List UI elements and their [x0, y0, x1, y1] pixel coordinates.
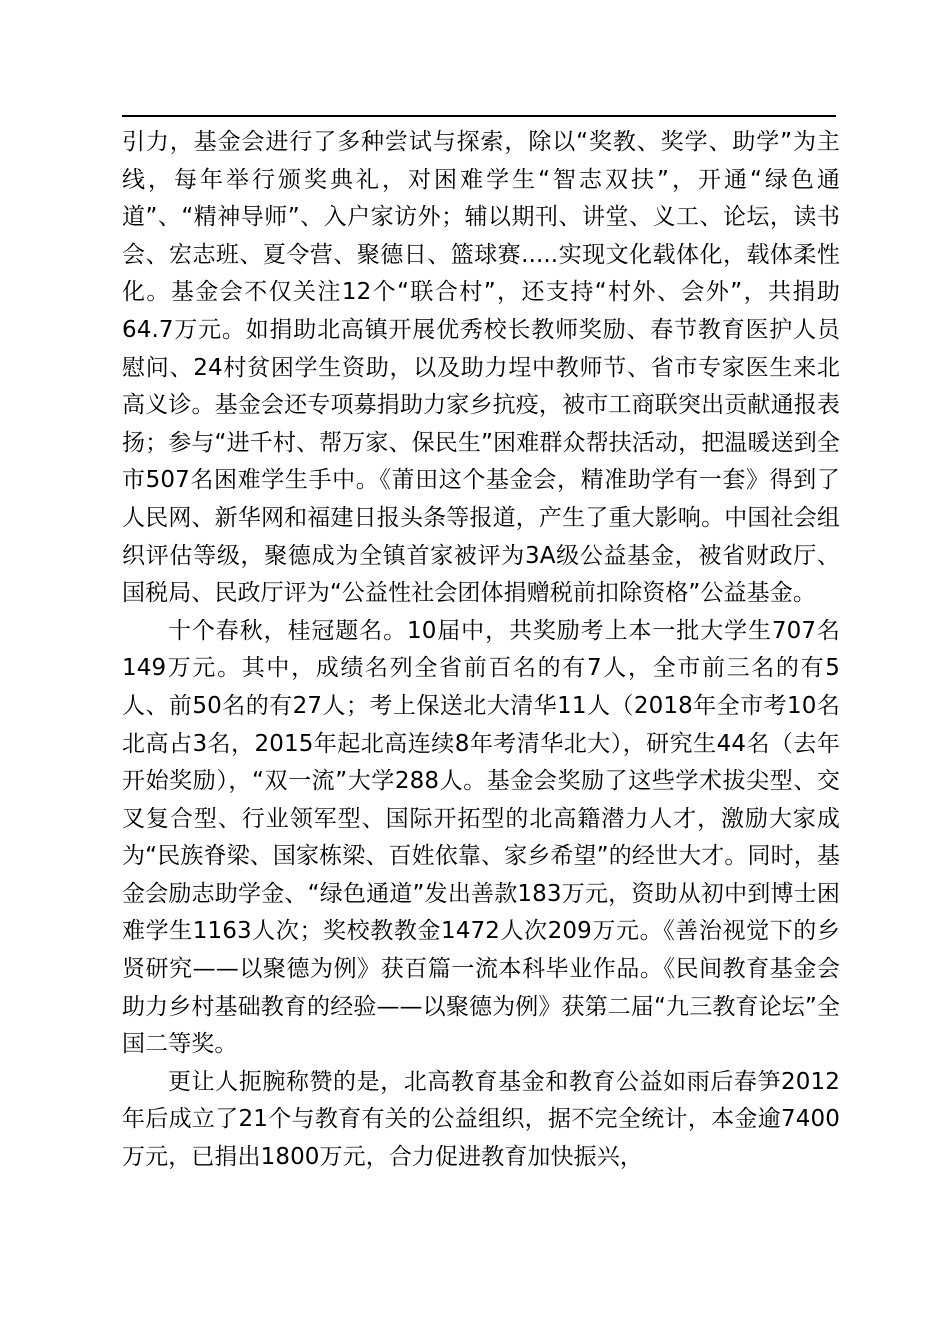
paragraph-public-welfare: 更让人扼腕称赞的是，北高教育基金和教育公益如雨后春笋2012年后成立了21个与教育有关的公益组织，据不完全统计，本金逾7400万元，已捐出1800万元，合力促进教育加快振兴，	[122, 1068, 840, 1171]
header-rule	[122, 115, 836, 117]
body-text	[122, 124, 840, 1177]
paragraph-achievements: 十个春秋，桂冠题名。10届中，共奖励考上本一批大学生707名149万元。其中，成绩名列全省前百名的有7人，全市前三名的有5人、前50名的有27人；考上保送北大清华11人（2018年全市考10名北高占3名，2015年起北高连续8年考清华北大），研究生44名（去年开始奖励），“双一流”大学288人。基金会奖励了这些学术拔尖型、交叉复合型、行业领军型、国际开拓型的北高籍潜力人才，激励大家成为“民族脊梁、国家栋梁、百姓依靠、家乡希望”的经世大才。同时，基金会励志助学金、“绿色通道”发出善款183万元，资助从初中到博士困难学生1163人次；奖校教教金1472人次209万元。《善治视觉下的乡贤研究——以聚德为例》获百篇一流本科毕业作品。《民间教育基金会助力乡村基础教育的经验——以聚德为例》获第二届“九三教育论坛”全国二等奖。	[122, 617, 840, 1058]
paragraph-continuation: 引力，基金会进行了多种尝试与探索，除以“奖教、奖学、助学”为主线，每年举行颁奖典礼，对困难学生“智志双扶”，开通“绿色通道”、“精神导师”、入户家访外；辅以期刊、讲堂、义工、论坛，读书会、宏志班、夏令营、聚德日、篮球赛.....实现文化载体化，载体柔性化。基金会不仅关注12个“联合村”，还支持“村外、会外”，共捐助64.7万元。如捐助北高镇开展优秀校长教师奖励、春节教育医护人员慰问、24村贫困学生资助，以及助力埕中教师节、省市专家医生来北高义诊。基金会还专项募捐助力家乡抗疫，被市工商联突出贡献通报表扬；参与“进千村、帮万家、保民生”困难群众帮扶活动，把温暖送到全市507名困难学生手中。《莆田这个基金会，精准助学有一套》得到了人民网、新华网和福建日报头条等报道，产生了重大影响。中国社会组织评估等级，聚德成为全镇首家被评为3A级公益基金，被省财政厅、国税局、民政厅评为“公益性社会团体捐赠税前扣除资格”公益基金。	[122, 129, 840, 607]
